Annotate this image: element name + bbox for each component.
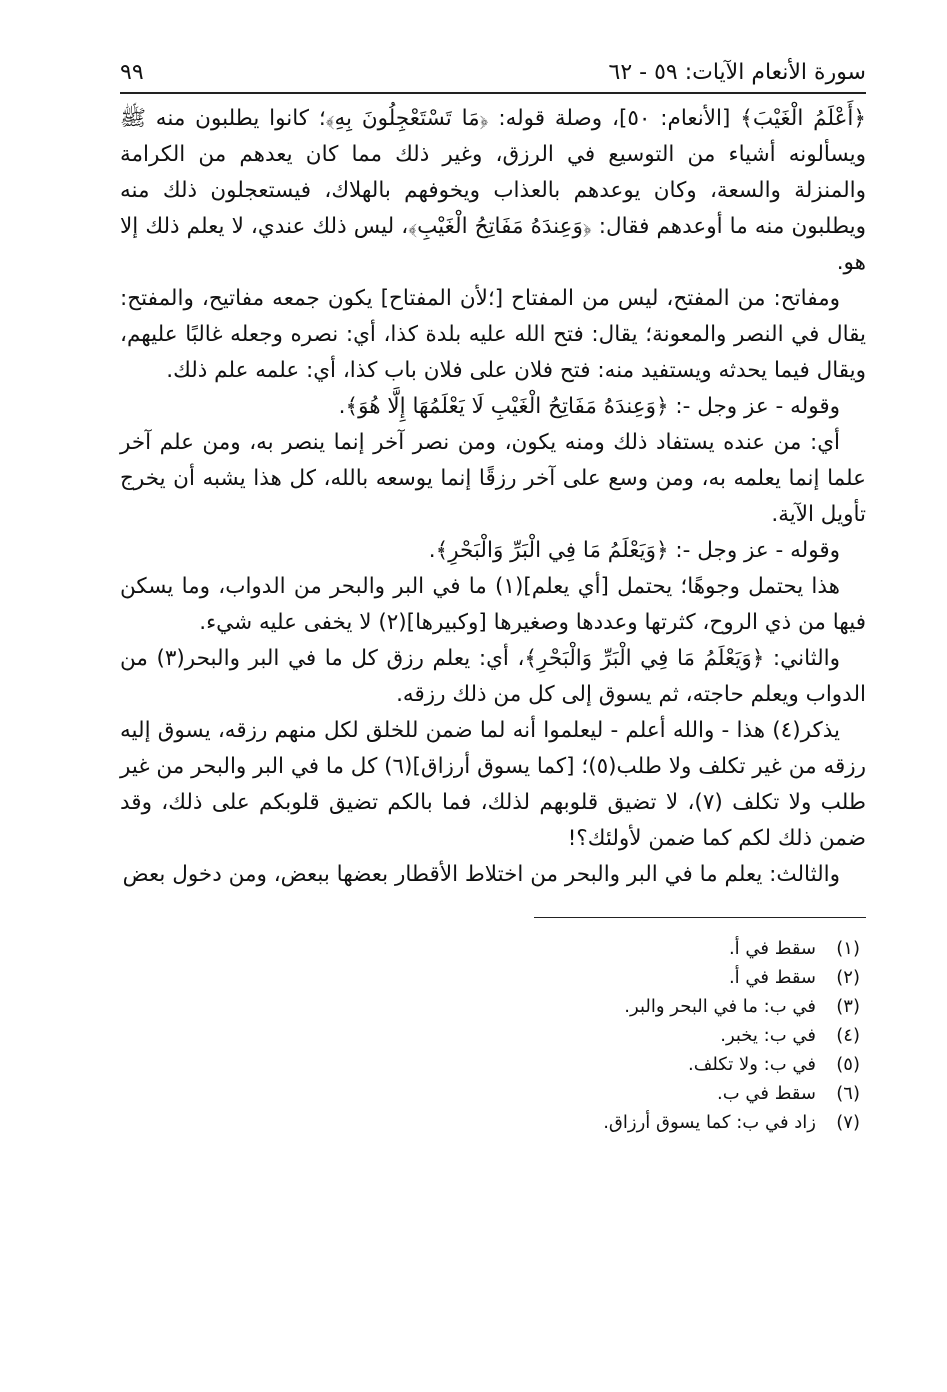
- book-page: [120, 52, 866, 1137]
- footnote-text: سقط في أ.: [728, 938, 816, 959]
- footnote-number: (٣): [836, 996, 860, 1017]
- footnote: [120, 1050, 860, 1079]
- footnote-separator: [534, 917, 866, 918]
- paragraph: ومفاتح: من المفتح، ليس من المفتاح [؛لأن المفتاح] يكون جمعه مفاتيح، والمفتح: يقال في النصر والمعونة؛ يقال: فتح الله عليه بلدة كذا، أي: نصره وجعله غالبًا عليهم، ويقال فيما يحدثه ويستفيد منه: فتح فلان على فلان باب كذا، أي: علمه علم ذلك.: [120, 286, 866, 383]
- footnote-text: في ب: ما في البحر والبر.: [624, 996, 816, 1017]
- paragraph: يذكر(٤) هذا - والله أعلم - ليعلموا أنه لما ضمن للخلق لكل منهم رزقه، يسوق إليه رزقه من غير تكلف ولا طلب(٥)؛ [كما يسوق أرزاق](٦) كل ما في البر والبحر من غير طلب ولا تكلف (٧)، لا تضيق قلوبهم لذلك، فما بالكم تضيق قلوبكم على ذلك، وقد ضمن ذلك لكم كما ضمن لأولئك؟!: [120, 718, 867, 851]
- main-text: [120, 101, 866, 893]
- running-title: سورة الأنعام الآيات: ٥٩ - ٦٢: [608, 60, 866, 85]
- paragraph: والثاني: ﴿وَيَعْلَمُ مَا فِي الْبَرِّ وَالْبَحْرِ﴾، أي: يعلم رزق كل ما في البر والبحر(٣) من الدواب ويعلم حاجته، ثم يسوق إلى كل من ذلك رزقه.: [120, 646, 866, 707]
- footnote-number: (٦): [836, 1083, 860, 1104]
- footnote: [120, 1021, 860, 1050]
- paragraph: ﴿أَعْلَمُ الْغَيْبَ﴾ [الأنعام: ٥٠]، وصلة قوله: ﴿مَا تَسْتَعْجِلُونَ بِهِ﴾؛ كانوا يطلبون منه ﷺ ويسألونه أشياء من التوسيع في الرزق، وغير ذلك مما كان يعدهم من الكرامة والمنزلة والسعة، وكان يوعدهم بالعذاب ويخوفهم بالهلاك، فيستعجلون ذلك منه ويطلبون منه ما أوعدهم فقال: ﴿وَعِندَهُ مَفَاتِحُ الْغَيْبِ﴾، ليس ذلك عندي، لا يعلم ذلك إلا هو.: [120, 106, 866, 275]
- footnote-text: في ب: يخبر.: [720, 1025, 816, 1046]
- footnote-number: (٥): [836, 1054, 860, 1075]
- paragraph: والثالث: يعلم ما في البر والبحر من اختلاط الأقطار بعضها ببعض، ومن دخول بعض: [122, 862, 840, 887]
- footnote-text: سقط في ب.: [717, 1083, 816, 1104]
- footnote-number: (١): [836, 938, 860, 959]
- footnote-text: سقط في أ.: [728, 967, 816, 988]
- footnote-number: (٤): [836, 1025, 860, 1046]
- footnote: [120, 992, 860, 1021]
- footnote: [120, 1079, 860, 1108]
- page-header: [120, 52, 866, 94]
- footnote: [120, 934, 860, 963]
- footnote: [120, 1108, 860, 1137]
- footnote-text: زاد في ب: كما يسوق أرزاق.: [603, 1112, 816, 1133]
- footnote-text: في ب: ولا تكلف.: [687, 1054, 816, 1075]
- page-number: ٩٩: [120, 60, 144, 85]
- paragraph: وقوله - عز وجل -: ﴿وَيَعْلَمُ مَا فِي الْبَرِّ وَالْبَحْرِ﴾.: [428, 538, 840, 563]
- paragraph: وقوله - عز وجل -: ﴿وَعِندَهُ مَفَاتِحُ الْغَيْبِ لَا يَعْلَمُهَا إِلَّا هُوَ﴾.: [338, 394, 840, 419]
- footnote-number: (٧): [836, 1112, 860, 1133]
- paragraph: هذا يحتمل وجوهًا؛ يحتمل [أي يعلم](١) ما في البر والبحر من الدواب، وما يسكن فيها من ذي الروح، كثرتها وعددها وصغيرها [وكبيرها](٢) لا يخفى عليه شيء.: [120, 574, 866, 635]
- footnotes-list: [120, 934, 866, 1137]
- footnote-number: (٢): [836, 967, 860, 988]
- footnote: [120, 963, 860, 992]
- paragraph: أي: من عنده يستفاد ذلك ومنه يكون، ومن نصر آخر إنما ينصر به، ومن علم آخر علما إنما يعلمه به، ومن وسع على آخر رزقًا إنما يوسعه بالله، كل هذا يشبه أن يخرج تأويل الآية.: [120, 430, 866, 527]
